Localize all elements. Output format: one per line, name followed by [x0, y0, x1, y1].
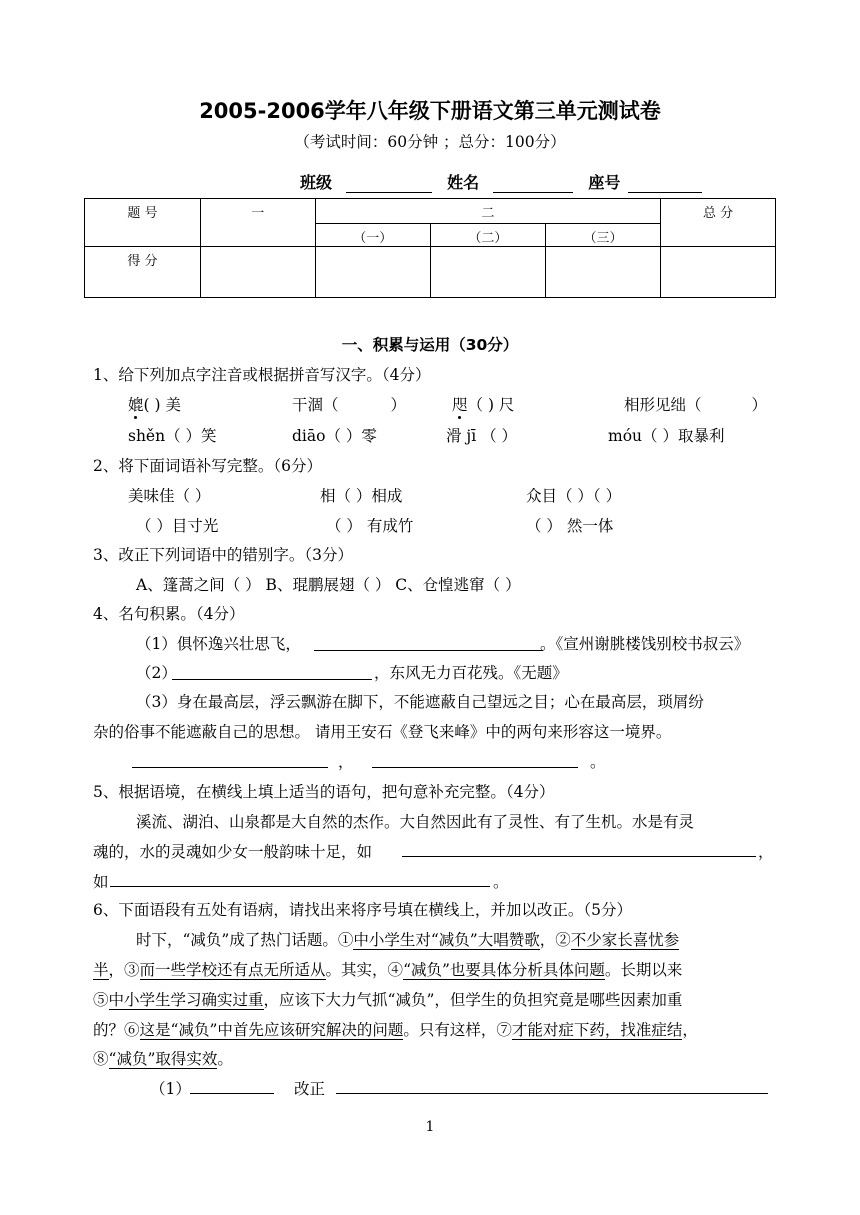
dotted-char: 媲 [128, 396, 144, 414]
section-one-heading: 一、积累与运用（30分） [341, 336, 519, 354]
question-2-item-5: （ ） 有成竹 [326, 517, 414, 535]
class-blank[interactable] [346, 176, 432, 193]
part-two-header: 二 [315, 199, 660, 224]
score-table [84, 198, 776, 298]
question-5-line-3: 如 [93, 873, 109, 891]
question-2-stem: 2、将下面词语补写完整。（6分） [93, 457, 322, 475]
answer-line[interactable] [402, 856, 756, 857]
question-6-para-line-2 [93, 958, 682, 980]
name-label: 姓名 [447, 173, 480, 192]
item-text: 相形见绌（ [624, 396, 702, 414]
score-cell-total[interactable] [661, 247, 776, 298]
student-info-line [300, 170, 702, 193]
sub-three-header: （三） [545, 224, 660, 247]
answer-line[interactable] [110, 886, 490, 887]
answer-blank-text: ( ) 美 [143, 396, 181, 414]
question-4-line-2-start: （2） [136, 664, 177, 682]
question-4-line-1-end: 。《宣州谢朓楼饯别校书叔云》 [540, 635, 750, 653]
page-title: 2005-2006学年八年级下册语文第三单元测试卷 [199, 99, 661, 123]
question-5-line-2: 魂的，水的灵魂如少女一般韵味十足，如 [93, 843, 373, 861]
text-run: ，③ [108, 961, 140, 979]
question-5-line-2-end: ， [758, 843, 774, 861]
exam-info: （考试时间：60分钟 ；总分：100分） [294, 133, 566, 151]
question-1-row-2-item-2: diāo（ ）零 [292, 427, 377, 445]
text-run: 。长期以来 [604, 961, 683, 979]
question-3-items: A、篷蒿之间（ ） B、琨鹏展翅（ ） C、仓惶逃窜（ ） [136, 576, 521, 594]
class-label: 班级 [300, 173, 333, 192]
text-run: ⑧ [93, 1050, 109, 1068]
text-run: ⑤ [93, 991, 109, 1009]
score-cell-two-3[interactable] [545, 247, 660, 298]
score-cell-one[interactable] [200, 247, 315, 298]
underlined-run: 中小学生对“减负”大唱赞歌 [353, 931, 540, 949]
question-5-stem: 5、根据语境，在横线上填上适当的语句，把句意补充完整。（4分） [93, 783, 555, 801]
score-cell-two-2[interactable] [430, 247, 545, 298]
underlined-run: 半 [93, 961, 109, 979]
text-run: ，应该下大力气抓“减负”，但学生的负担究竟是哪些因素加重 [263, 991, 683, 1009]
text-run: 。其实，④ [325, 961, 404, 979]
text-run: 。只有这样，⑦ [403, 1021, 512, 1039]
part-one-header: 一 [200, 199, 315, 247]
question-1-row-1 [128, 393, 181, 415]
item-text: ） [751, 396, 768, 414]
score-row-label: 得 分 [85, 247, 201, 298]
underlined-run: 才能对症下药，找准症结 [511, 1021, 683, 1039]
question-6-para-line-5 [93, 1047, 233, 1069]
underlined-run: 这是“减负”中首先应该研究解决的问题 [139, 1021, 404, 1039]
correction-label: 改正 [294, 1080, 326, 1098]
question-6-para-line-1 [136, 928, 679, 950]
answer-line[interactable] [132, 767, 328, 768]
seat-label: 座号 [588, 173, 621, 192]
question-5-line-1: 溪流、湖泊、山泉都是大自然的杰作。大自然因此有了灵性、有了生机。水是有灵 [136, 813, 695, 831]
name-blank[interactable] [493, 176, 573, 193]
item-text: （ ) 尺 [467, 396, 515, 414]
seat-blank[interactable] [628, 176, 702, 193]
question-4-line-4: 杂的俗事不能遮蔽自己的思想。 请用王安石《登飞来峰》中的两句来形容这一境界。 [93, 723, 672, 741]
answer-line[interactable] [372, 767, 578, 768]
answer-number-line[interactable] [190, 1093, 274, 1094]
text-run: ，② [539, 931, 571, 949]
answer-1-label: （1） [150, 1080, 191, 1098]
text-run: 。 [217, 1050, 233, 1068]
question-1-row-2-item-1: shěn（ ）笑 [128, 427, 217, 445]
question-2-item-1: 美味佳（ ） [128, 487, 211, 505]
question-2-item-6: （ ） 然一体 [526, 517, 614, 535]
item-number-header: 题 号 [85, 199, 201, 247]
sub-one-header: （一） [315, 224, 430, 247]
answer-line[interactable] [172, 679, 372, 680]
question-6-para-line-4 [93, 1018, 698, 1040]
dotted-char: 咫 [452, 396, 468, 414]
item-text: 干涸（ [292, 396, 339, 414]
correction-line[interactable] [336, 1093, 768, 1094]
item-text: ） [390, 396, 407, 414]
question-2-item-2: 相（ ）相成 [320, 487, 403, 505]
question-1-item-2 [292, 393, 406, 415]
period: 。 [590, 753, 606, 771]
underlined-run: “减负”也要具体分析具体问题 [403, 961, 605, 979]
text-run: 的？⑥ [93, 1021, 140, 1039]
comma: ， [338, 753, 354, 771]
question-3-stem: 3、改正下列词语中的错别字。（3分） [93, 546, 353, 564]
text-run: 时下，“减负”成了热门话题。① [136, 931, 354, 949]
question-1-stem: 1、给下列加点字注音或根据拼音写汉字。（4分） [93, 366, 431, 384]
underlined-run: 中小学生学习确实过重 [108, 991, 264, 1009]
underlined-run: 而一些学校还有点无所适从 [139, 961, 326, 979]
question-4-line-1-start: （1）俱怀逸兴壮思飞， [136, 635, 301, 653]
underlined-run: 不少家长喜忧参 [570, 931, 680, 949]
underlined-run: “减负”取得实效 [108, 1050, 218, 1068]
question-2-item-4: （ ）目寸光 [136, 517, 219, 535]
question-1-item-3 [452, 393, 514, 415]
question-4-stem: 4、名句积累。（4分） [93, 605, 245, 623]
sub-two-header: （二） [430, 224, 545, 247]
answer-line[interactable] [314, 650, 543, 651]
question-2-item-3: 众目（ ）（ ） [526, 487, 622, 505]
page-number: 1 [425, 1119, 435, 1135]
question-4-line-3: （3）身在最高层，浮云飘游在脚下，不能遮蔽自己望远之目；心在最高层，琐屑纷 [136, 693, 704, 711]
text-run: ， [682, 1021, 698, 1039]
question-6-stem: 6、下面语段有五处有语病，请找出来将序号填在横线上，并加以改正。（5分） [93, 901, 632, 919]
question-4-line-2-end: ，东风无力百花残。《无题》 [374, 664, 568, 682]
question-5-line-3-end: 。 [493, 873, 509, 891]
question-1-item-4 [624, 393, 767, 415]
score-cell-two-1[interactable] [315, 247, 430, 298]
question-1-row-2-item-3: 滑 jī （ ） [446, 427, 518, 445]
question-1-row-2-item-4: móu（ ）取暴利 [608, 427, 725, 445]
question-6-para-line-3 [93, 988, 682, 1010]
total-header: 总 分 [661, 199, 776, 247]
